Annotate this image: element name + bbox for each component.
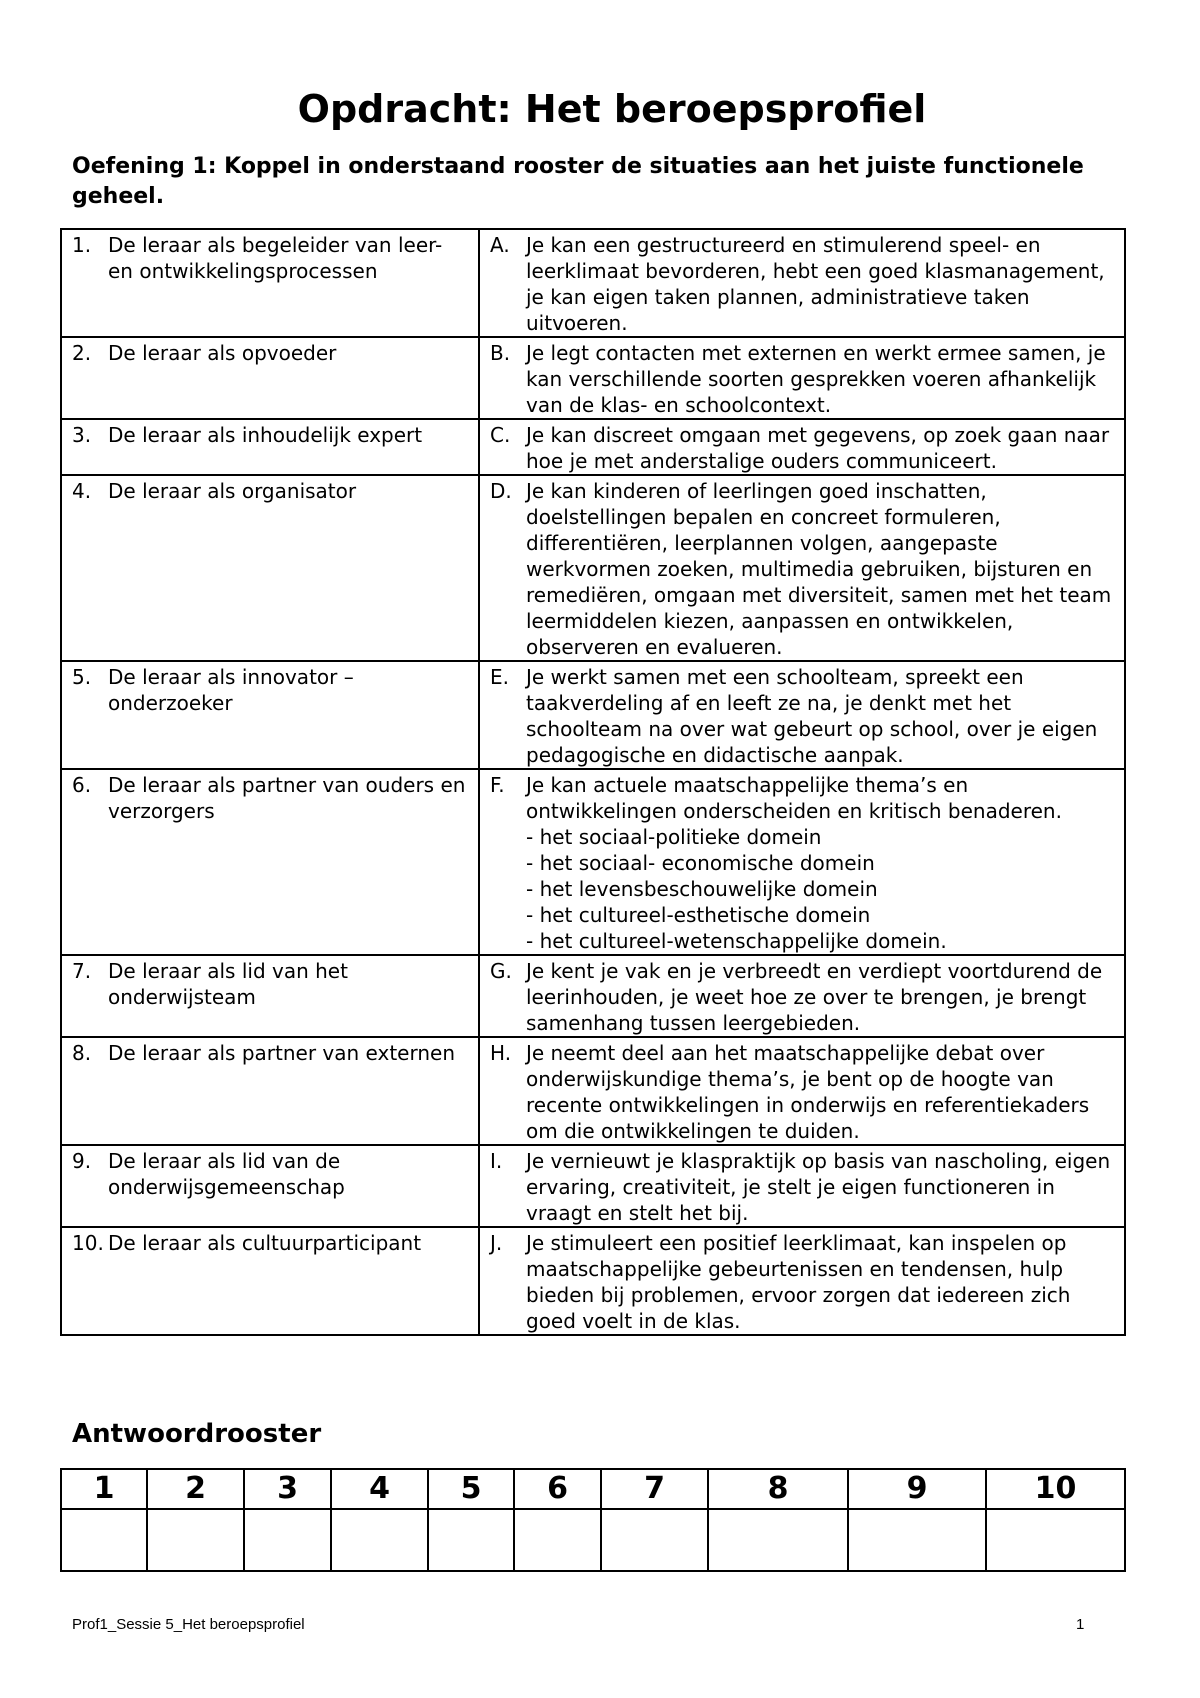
answer-number-header: 9 <box>848 1469 986 1509</box>
domain-list-item: - het cultureel-esthetische domein <box>526 903 871 927</box>
answer-input-row <box>61 1509 1125 1571</box>
table-row <box>61 1037 1125 1145</box>
role-number: 2. <box>72 341 92 365</box>
answer-cell[interactable] <box>708 1509 848 1571</box>
description-text: Je werkt samen met een schoolteam, spreekt een taakverdeling af en leeft ze na, je denkt met het schoolteam na over wat gebeurt op school, over je eigen pedagogische en didactische aanpak. <box>526 665 1098 767</box>
description-letter: E. <box>490 665 509 689</box>
role-cell <box>61 1227 479 1335</box>
table-row <box>61 661 1125 769</box>
description-cell <box>479 1037 1125 1145</box>
description-letter: G. <box>490 959 512 983</box>
description-cell <box>479 1145 1125 1227</box>
description-text: Je kan actuele maatschappelijke thema’s en ontwikkelingen onderscheiden en kritisch benaderen. <box>526 773 1062 823</box>
role-text: De leraar als organisator <box>108 479 357 503</box>
role-text: De leraar als innovator – onderzoeker <box>108 665 354 715</box>
answer-number-header: 10 <box>986 1469 1125 1509</box>
table-row <box>61 229 1125 337</box>
answer-cell[interactable] <box>147 1509 244 1571</box>
domain-list-item: - het levensbeschouwelijke domein <box>526 877 878 901</box>
description-text: Je neemt deel aan het maatschappelijke debat over onderwijskundige thema’s, je bent op de hoogte van recente ontwikkelingen in onderwijs en referentiekaders om die ontwikkelingen te duiden. <box>526 1041 1090 1143</box>
answer-cell[interactable] <box>428 1509 514 1571</box>
answer-number-header: 4 <box>331 1469 428 1509</box>
description-cell <box>479 1227 1125 1335</box>
table-row <box>61 955 1125 1037</box>
description-text: Je stimuleert een positief leerklimaat, kan inspelen op maatschappelijke gebeurtenissen en tendensen, hulp bieden bij problemen, ervoor zorgen dat iedereen zich goed voelt in de klas. <box>526 1231 1071 1333</box>
description-text: Je legt contacten met externen en werkt ermee samen, je kan verschillende soorten gesprekken voeren afhankelijk van de klas- en schoolcontext. <box>526 341 1106 417</box>
answer-cell[interactable] <box>331 1509 428 1571</box>
role-text: De leraar als partner van ouders en verzorgers <box>108 773 466 823</box>
role-text: De leraar als opvoeder <box>108 341 337 365</box>
table-row <box>61 769 1125 955</box>
role-number: 4. <box>72 479 92 503</box>
footer-page-number: 1 <box>1076 1616 1085 1633</box>
answer-heading: Antwoordrooster <box>72 1419 322 1449</box>
role-number: 10. <box>72 1231 104 1255</box>
description-text: Je vernieuwt je klaspraktijk op basis van nascholing, eigen ervaring, creativiteit, je stelt je eigen functioneren in vraagt en stelt het bij. <box>526 1149 1111 1225</box>
role-cell <box>61 229 479 337</box>
description-cell <box>479 419 1125 475</box>
answer-number-header: 2 <box>147 1469 244 1509</box>
role-number: 5. <box>72 665 92 689</box>
description-text: Je kan kinderen of leerlingen goed inschatten, doelstellingen bepalen en concreet formuleren, differentiëren, leerplannen volgen, aangepaste werkvormen zoeken, multimedia gebruiken, bijsturen en remediëren, omgaan met diversiteit, samen met het team leermiddelen kiezen, aanpassen en ontwikkelen, observeren en evalueren. <box>526 479 1112 659</box>
table-row <box>61 475 1125 661</box>
table-row <box>61 1227 1125 1335</box>
description-letter: I. <box>490 1149 503 1173</box>
domain-list-item: - het sociaal-politieke domein <box>526 825 822 849</box>
role-number: 9. <box>72 1149 92 1173</box>
answer-cell[interactable] <box>514 1509 601 1571</box>
answer-number-header: 6 <box>514 1469 601 1509</box>
answer-number-header: 1 <box>61 1469 147 1509</box>
role-cell <box>61 661 479 769</box>
answer-cell[interactable] <box>244 1509 331 1571</box>
role-text: De leraar als lid van het onderwijsteam <box>108 959 348 1009</box>
role-cell <box>61 475 479 661</box>
description-cell <box>479 229 1125 337</box>
description-cell <box>479 955 1125 1037</box>
table-row <box>61 337 1125 419</box>
role-text: De leraar als begeleider van leer- en ontwikkelingsprocessen <box>108 233 443 283</box>
role-cell <box>61 955 479 1037</box>
description-text: Je kan discreet omgaan met gegevens, op zoek gaan naar hoe je met anderstalige ouders communiceert. <box>526 423 1110 473</box>
role-number: 1. <box>72 233 92 257</box>
description-cell <box>479 769 1125 955</box>
answer-header-row <box>61 1469 1125 1509</box>
matching-table <box>60 228 1126 1336</box>
exercise-instruction: Oefening 1: Koppel in onderstaand rooster de situaties aan het juiste functionele geheel. <box>72 154 1084 209</box>
answer-cell[interactable] <box>848 1509 986 1571</box>
role-text: De leraar als partner van externen <box>108 1041 455 1065</box>
role-cell <box>61 337 479 419</box>
page-title: Opdracht: Het beroepsprofiel <box>297 87 927 131</box>
description-letter: A. <box>490 233 510 257</box>
answer-number-header: 8 <box>708 1469 848 1509</box>
answer-cell[interactable] <box>986 1509 1125 1571</box>
role-cell <box>61 1145 479 1227</box>
table-row <box>61 419 1125 475</box>
description-text: Je kent je vak en je verbreedt en verdiept voortdurend de leerinhouden, je weet hoe ze over te brengen, je brengt samenhang tussen leergebieden. <box>526 959 1103 1035</box>
answer-cell[interactable] <box>61 1509 147 1571</box>
description-cell <box>479 337 1125 419</box>
role-number: 7. <box>72 959 92 983</box>
domain-list-item: - het sociaal- economische domein <box>526 851 875 875</box>
domain-list-item: - het cultureel-wetenschappelijke domein. <box>526 929 947 953</box>
description-letter: J. <box>490 1231 503 1255</box>
role-number: 8. <box>72 1041 92 1065</box>
description-letter: F. <box>490 773 505 797</box>
role-text: De leraar als cultuurparticipant <box>108 1231 422 1255</box>
role-cell <box>61 769 479 955</box>
answer-grid <box>60 1468 1126 1572</box>
answer-number-header: 7 <box>601 1469 708 1509</box>
role-text: De leraar als lid van de onderwijsgemeenschap <box>108 1149 345 1199</box>
role-cell <box>61 1037 479 1145</box>
answer-number-header: 3 <box>244 1469 331 1509</box>
role-number: 3. <box>72 423 92 447</box>
description-letter: D. <box>490 479 512 503</box>
role-number: 6. <box>72 773 92 797</box>
description-text: Je kan een gestructureerd en stimulerend speel- en leerklimaat bevorderen, hebt een goed klasmanagement, je kan eigen taken plannen, administratieve taken uitvoeren. <box>526 233 1105 335</box>
answer-cell[interactable] <box>601 1509 708 1571</box>
description-cell <box>479 661 1125 769</box>
role-cell <box>61 419 479 475</box>
description-cell <box>479 475 1125 661</box>
footer-document-name: Prof1_Sessie 5_Het beroepsprofiel <box>72 1616 305 1633</box>
description-letter: B. <box>490 341 511 365</box>
answer-number-header: 5 <box>428 1469 514 1509</box>
role-text: De leraar als inhoudelijk expert <box>108 423 423 447</box>
table-row <box>61 1145 1125 1227</box>
description-letter: H. <box>490 1041 512 1065</box>
description-letter: C. <box>490 423 511 447</box>
